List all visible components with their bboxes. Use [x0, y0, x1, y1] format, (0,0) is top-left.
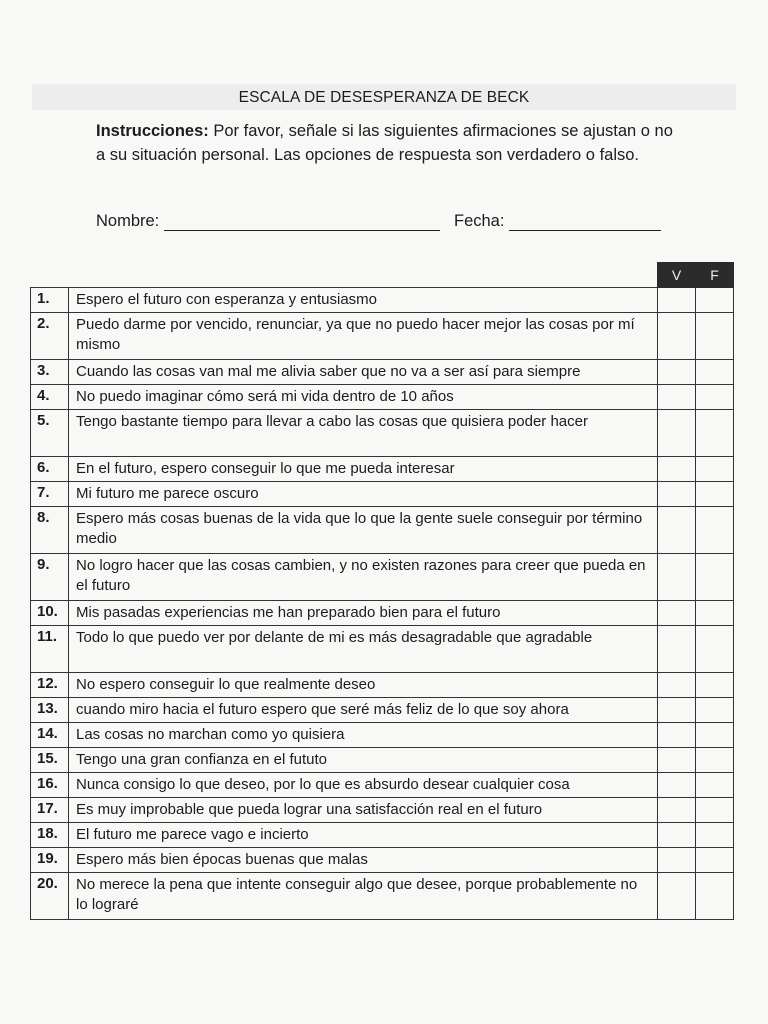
answer-false-cell[interactable] — [696, 798, 734, 823]
answer-false-cell[interactable] — [696, 360, 734, 385]
answer-false-cell[interactable] — [696, 410, 734, 457]
table-row — [31, 410, 734, 457]
item-number: 20. — [31, 873, 69, 920]
answer-false-cell[interactable] — [696, 554, 734, 601]
table-row — [31, 601, 734, 626]
table-row — [31, 823, 734, 848]
table-row — [31, 482, 734, 507]
item-number: 14. — [31, 723, 69, 748]
table-row — [31, 360, 734, 385]
table-row — [31, 773, 734, 798]
item-statement: Espero más bien épocas buenas que malas — [69, 848, 658, 873]
answer-true-cell[interactable] — [658, 823, 696, 848]
answer-false-cell[interactable] — [696, 723, 734, 748]
item-number: 18. — [31, 823, 69, 848]
column-header-true: V — [658, 263, 696, 288]
instructions-label: Instrucciones: — [96, 122, 209, 140]
item-statement: Cuando las cosas van mal me alivia saber que no va a ser así para siempre — [69, 360, 658, 385]
item-statement: Mi futuro me parece oscuro — [69, 482, 658, 507]
name-input-line[interactable] — [164, 212, 440, 231]
item-statement: Espero el futuro con esperanza y entusiasmo — [69, 288, 658, 313]
answer-false-cell[interactable] — [696, 748, 734, 773]
answer-false-cell[interactable] — [696, 873, 734, 920]
answer-true-cell[interactable] — [658, 848, 696, 873]
date-label: Fecha: — [454, 212, 505, 230]
table-row — [31, 385, 734, 410]
answer-true-cell[interactable] — [658, 360, 696, 385]
answer-false-cell[interactable] — [696, 673, 734, 698]
instructions — [96, 119, 676, 167]
answer-false-cell[interactable] — [696, 313, 734, 360]
table-row — [31, 313, 734, 360]
item-number: 5. — [31, 410, 69, 457]
item-number: 10. — [31, 601, 69, 626]
item-number: 13. — [31, 698, 69, 723]
date-field — [454, 212, 661, 231]
answer-true-cell[interactable] — [658, 482, 696, 507]
answer-true-cell[interactable] — [658, 773, 696, 798]
item-number: 17. — [31, 798, 69, 823]
item-number: 3. — [31, 360, 69, 385]
item-statement: cuando miro hacia el futuro espero que seré más feliz de lo que soy ahora — [69, 698, 658, 723]
item-statement: No merece la pena que intente conseguir algo que desee, porque probablemente no lo lograré — [69, 873, 658, 920]
answer-true-cell[interactable] — [658, 410, 696, 457]
item-number: 19. — [31, 848, 69, 873]
column-header-false: F — [696, 263, 734, 288]
answer-true-cell[interactable] — [658, 698, 696, 723]
answer-false-cell[interactable] — [696, 482, 734, 507]
item-statement: No puedo imaginar cómo será mi vida dentro de 10 años — [69, 385, 658, 410]
item-number: 11. — [31, 626, 69, 673]
item-number: 8. — [31, 507, 69, 554]
item-statement: Es muy improbable que pueda lograr una satisfacción real en el futuro — [69, 798, 658, 823]
item-statement: Mis pasadas experiencias me han preparado bien para el futuro — [69, 601, 658, 626]
item-number: 2. — [31, 313, 69, 360]
table-row — [31, 507, 734, 554]
instructions-text: Por favor, señale si las siguientes afirmaciones se ajustan o no a su situación personal. Las opciones de respuesta son verdadero o falso. — [96, 122, 673, 164]
item-statement: No logro hacer que las cosas cambien, y no existen razones para creer que pueda en el futuro — [69, 554, 658, 601]
item-number: 4. — [31, 385, 69, 410]
item-number: 7. — [31, 482, 69, 507]
item-number: 16. — [31, 773, 69, 798]
table-row — [31, 626, 734, 673]
answer-true-cell[interactable] — [658, 723, 696, 748]
table-row — [31, 457, 734, 482]
answer-true-cell[interactable] — [658, 601, 696, 626]
answer-false-cell[interactable] — [696, 823, 734, 848]
item-statement: Puedo darme por vencido, renunciar, ya que no puedo hacer mejor las cosas por mí mismo — [69, 313, 658, 360]
item-number: 1. — [31, 288, 69, 313]
name-field — [96, 212, 440, 231]
answer-true-cell[interactable] — [658, 748, 696, 773]
table-row — [31, 798, 734, 823]
item-statement: No espero conseguir lo que realmente deseo — [69, 673, 658, 698]
answer-true-cell[interactable] — [658, 385, 696, 410]
item-number: 12. — [31, 673, 69, 698]
item-number: 9. — [31, 554, 69, 601]
page-title: ESCALA DE DESESPERANZA DE BECK — [238, 89, 530, 106]
item-statement: Las cosas no marchan como yo quisiera — [69, 723, 658, 748]
item-statement: En el futuro, espero conseguir lo que me pueda interesar — [69, 457, 658, 482]
item-number: 6. — [31, 457, 69, 482]
answer-false-cell[interactable] — [696, 601, 734, 626]
answer-false-cell[interactable] — [696, 288, 734, 313]
item-statement: Tengo bastante tiempo para llevar a cabo las cosas que quisiera poder hacer — [69, 410, 658, 457]
item-statement: El futuro me parece vago e incierto — [69, 823, 658, 848]
answer-false-cell[interactable] — [696, 698, 734, 723]
item-statement: Espero más cosas buenas de la vida que lo que la gente suele conseguir por término medio — [69, 507, 658, 554]
answer-true-cell[interactable] — [658, 554, 696, 601]
answer-false-cell[interactable] — [696, 848, 734, 873]
item-statement: Todo lo que puedo ver por delante de mi es más desagradable que agradable — [69, 626, 658, 673]
item-statement: Nunca consigo lo que deseo, por lo que es absurdo desear cualquier cosa — [69, 773, 658, 798]
answer-false-cell[interactable] — [696, 385, 734, 410]
item-statement: Tengo una gran confianza en el fututo — [69, 748, 658, 773]
table-row — [31, 873, 734, 920]
answer-true-cell[interactable] — [658, 626, 696, 673]
item-number: 15. — [31, 748, 69, 773]
table-row — [31, 698, 734, 723]
answer-false-cell[interactable] — [696, 457, 734, 482]
answer-true-cell[interactable] — [658, 873, 696, 920]
answer-true-cell[interactable] — [658, 457, 696, 482]
table-row — [31, 288, 734, 313]
table-row — [31, 673, 734, 698]
date-input-line[interactable] — [509, 212, 661, 231]
table-row — [31, 723, 734, 748]
answer-true-cell[interactable] — [658, 313, 696, 360]
answer-true-cell[interactable] — [658, 507, 696, 554]
table-row — [31, 554, 734, 601]
answer-true-cell[interactable] — [658, 798, 696, 823]
table-row — [31, 748, 734, 773]
answer-true-cell[interactable] — [658, 288, 696, 313]
answer-false-cell[interactable] — [696, 626, 734, 673]
name-label: Nombre: — [96, 212, 160, 230]
answer-false-cell[interactable] — [696, 773, 734, 798]
table-header-row — [31, 263, 734, 288]
answer-true-cell[interactable] — [658, 673, 696, 698]
answer-false-cell[interactable] — [696, 507, 734, 554]
questionnaire-table — [30, 262, 734, 920]
table-row — [31, 848, 734, 873]
